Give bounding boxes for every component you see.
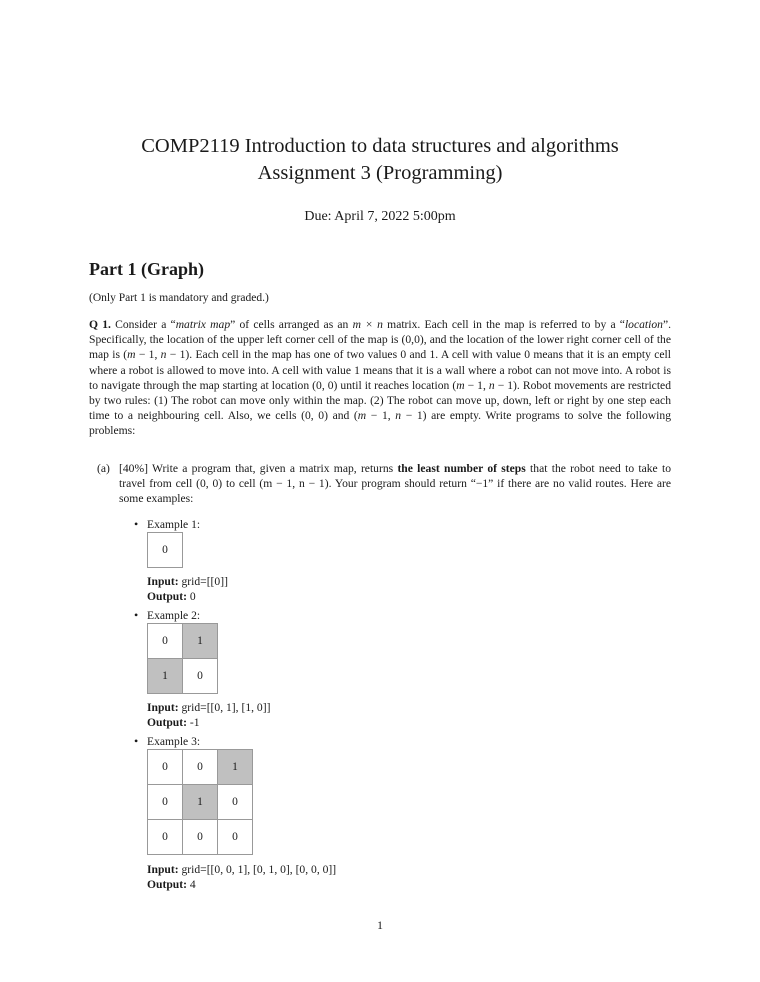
input-label: Input: (147, 575, 179, 588)
bullet-icon: • (134, 517, 139, 531)
question-1-text: − 1). Each cell in the map has one of two values 0 and 1. A cell with value 0 means that it is an empty cell where a robot is allowed to move into. A cell with value 1 means that it is a wall where a robot can not move into. A robot is to navigate through the map starting at location (0, 0) until it reaches location ( (89, 348, 671, 392)
question-label: Q 1. (89, 318, 111, 331)
empty-cell: 0 (148, 750, 183, 785)
part-a-text-before: [40%] Write a program that, given a matrix map, returns (119, 462, 398, 475)
question-1-emphasis: n (160, 348, 167, 362)
question-1-emphasis: n (488, 378, 495, 392)
grid-row (148, 820, 253, 855)
title-line-1: COMP2119 Introduction to data structures and algorithms (141, 135, 619, 157)
example-2-input: grid=[[0, 1], [1, 0]] (181, 701, 271, 714)
grid-row (148, 785, 253, 820)
question-1-emphasis: m × n (352, 318, 383, 331)
grid-row (148, 624, 218, 659)
example-1-output: 0 (189, 590, 196, 603)
question-1-text: − 1, (366, 409, 396, 423)
wall-cell: 1 (183, 624, 218, 659)
bullet-icon: • (134, 734, 139, 748)
question-1-emphasis: matrix map (175, 318, 231, 331)
question-1-text: − 1). Robot movements are restricted by two rules: (1) The robot can move only within the map. (2) The robot can move up, down, left or right by one step each time to a neighbouring cell. Also, we cells (0, 0) and ( (89, 378, 671, 423)
example-2-io (147, 700, 270, 730)
input-label: Input: (147, 863, 179, 876)
input-label: Input: (147, 701, 179, 714)
example-3-output: 4 (189, 878, 196, 891)
output-label: Output: (147, 716, 187, 729)
empty-cell: 0 (183, 820, 218, 855)
example-1-input: grid=[[0]] (181, 575, 228, 588)
question-1-emphasis: n (395, 409, 402, 423)
wall-cell: 1 (218, 750, 253, 785)
question-1-emphasis: m (127, 348, 136, 362)
part-a-bold: the least number of steps (397, 462, 526, 475)
output-label: Output: (147, 878, 187, 891)
bullet-icon: • (134, 608, 139, 622)
part-a-label: (a) (97, 462, 110, 475)
question-1-text: ” of cells arranged as an (230, 318, 353, 331)
title-line-2: Assignment 3 (Programming) (257, 162, 503, 184)
question-1-emphasis: location (624, 318, 663, 331)
example-2-label: Example 2: (147, 609, 201, 622)
example-1-grid (147, 532, 183, 568)
part-a-text-after: that the robot need to take to travel from cell (0, 0) to cell (m − 1, n − 1). Your program should return “−1” if there are no valid routes. Here are some examples: (119, 462, 672, 506)
example-3-io (147, 862, 336, 892)
wall-cell: 1 (183, 785, 218, 820)
question-1 (89, 317, 671, 439)
empty-cell: 0 (183, 750, 218, 785)
empty-cell: 0 (148, 785, 183, 820)
wall-cell: 1 (148, 659, 183, 694)
empty-cell: 0 (218, 785, 253, 820)
question-1-text: Consider a “ (110, 318, 176, 331)
empty-cell: 0 (218, 820, 253, 855)
output-label: Output: (147, 590, 187, 603)
due-date: Due: April 7, 2022 5:00pm (304, 209, 456, 224)
question-1-body (89, 318, 671, 437)
grid-row (148, 659, 218, 694)
part-a (89, 461, 671, 507)
empty-cell: 0 (183, 659, 218, 694)
question-1-text: − 1) are empty. Write programs to solve the following problems: (89, 409, 671, 438)
example-3-grid (147, 749, 253, 855)
question-1-text: ”. Specifically, the location of the upper left corner cell of the map is (0,0), and the location of the lower right corner cell of the map is ( (89, 318, 671, 362)
section-heading: Part 1 (Graph) (89, 259, 204, 279)
document-title (60, 133, 700, 187)
question-1-text: − 1, (135, 348, 161, 362)
example-3-label: Example 3: (147, 735, 201, 748)
question-1-text: matrix. Each cell in the map is referred to by a “ (382, 318, 625, 331)
empty-cell: 0 (148, 820, 183, 855)
question-1-text: − 1, (464, 378, 489, 392)
section-note: (Only Part 1 is mandatory and graded.) (89, 292, 269, 304)
grid-row (148, 750, 253, 785)
empty-cell: 0 (148, 533, 183, 568)
grid-row (148, 533, 183, 568)
example-3-input: grid=[[0, 0, 1], [0, 1, 0], [0, 0, 0]] (181, 863, 337, 876)
question-1-emphasis: m (357, 409, 367, 423)
example-1-io (147, 574, 228, 604)
example-2-output: -1 (189, 716, 200, 729)
question-1-emphasis: m (456, 378, 465, 392)
part-a-text (119, 461, 671, 507)
empty-cell: 0 (148, 624, 183, 659)
example-2-grid (147, 623, 218, 694)
page-number: 1 (377, 918, 383, 932)
example-1-label: Example 1: (147, 518, 201, 531)
